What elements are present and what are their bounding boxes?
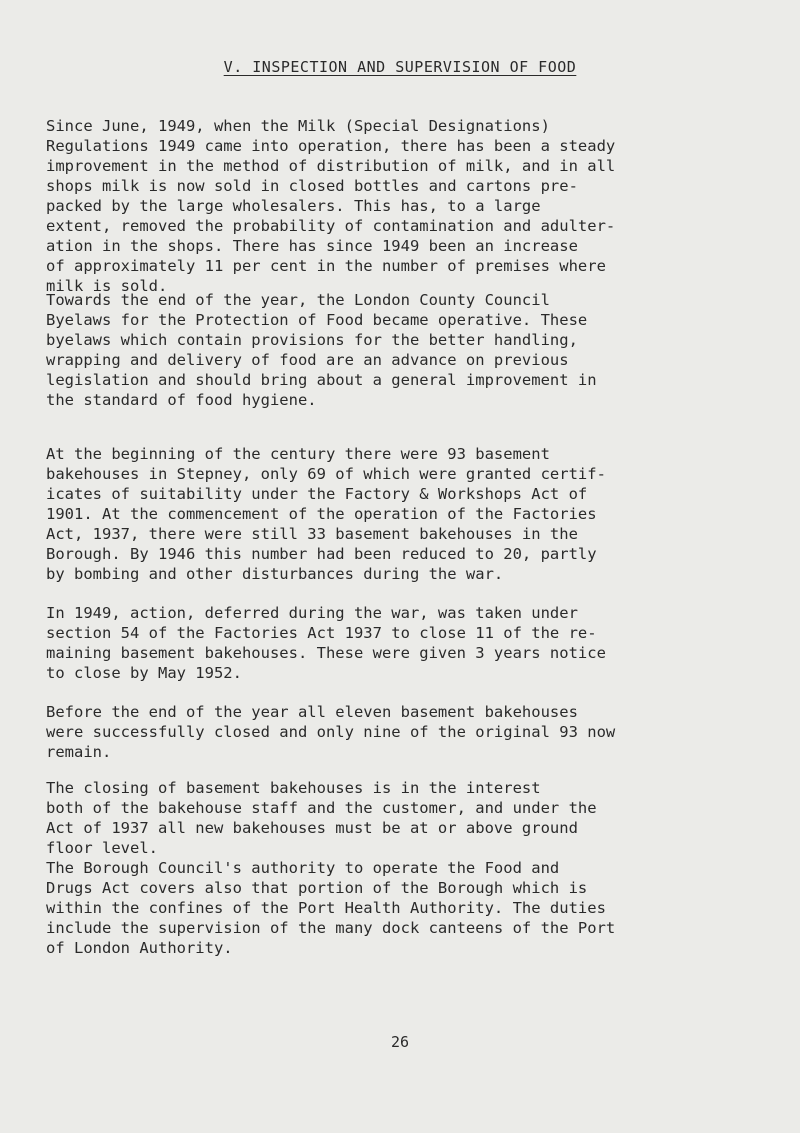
paragraph-closure-interest: The closing of basement bakehouses is in the interest both of the bakehouse staff and the customer, and under the Act of 1937 all new bakehouses must be at or above ground floor level.: [46, 779, 597, 857]
paragraph-closure-result: Before the end of the year all eleven basement bakehouses were successfully closed and only nine of the original 93 now remain.: [46, 703, 616, 761]
paragraph-basement-bakehouses-history: At the beginning of the century there were 93 basement bakehouses in Stepney, only 69 of which were granted certif- icates of suitability under the Factory & Workshops Act of 1901. At the commencement of the operation of the Factories Act, 1937, there were still 33 basement bakehouses in the Borough. By 1946 this number had been reduced to 20, partly by bombing and other disturbances during the war.: [46, 445, 606, 583]
paragraph-port-health-authority: The Borough Council's authority to operate the Food and Drugs Act covers also that portion of the Borough which is within the confines of the Port Health Authority. The duties include the supervision of the many dock canteens of the Port of London Authority.: [46, 859, 616, 957]
paragraph-food-byelaws: Towards the end of the year, the London County Council Byelaws for the Protection of Food became operative. These byelaws which contain provisions for the better handling, wrapping and delivery of food are an advance on previous legislation and should bring about a general improvement in the standard of food hygiene.: [46, 291, 597, 409]
section-heading-text: V. INSPECTION AND SUPERVISION OF FOOD: [223, 58, 577, 76]
paragraph-closure-action: In 1949, action, deferred during the war, was taken under section 54 of the Factories Act 1937 to close 11 of the re- maining basement bakehouses. These were given 3 years notice to close by May 1952.: [46, 604, 606, 682]
section-heading: [0, 58, 800, 76]
paragraph-milk-regulations: Since June, 1949, when the Milk (Special Designations) Regulations 1949 came into operation, there has been a steady improvement in the method of distribution of milk, and in all shops milk is now sold in closed bottles and cartons pre- packed by the large wholesalers. This has, to a large extent, removed the probability of contamination and adulter- ation in the shops. There has since 1949 been an increase of approximately 11 per cent in the number of premises where milk is sold.: [46, 117, 616, 295]
page-number: 26: [390, 1033, 410, 1051]
